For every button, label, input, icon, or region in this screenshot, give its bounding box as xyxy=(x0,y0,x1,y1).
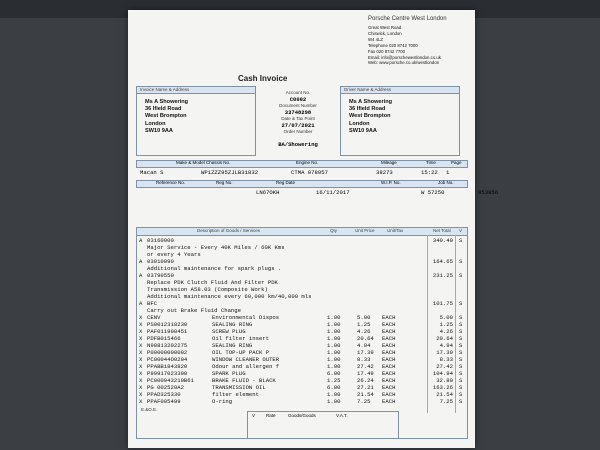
cell-qty: 1.00 xyxy=(327,342,341,349)
cell-part: PAF011900451 xyxy=(147,328,188,335)
cell-unit: EACH xyxy=(382,356,396,363)
cell-price: 4.94 xyxy=(357,342,371,349)
vehicle-header: Page xyxy=(451,160,462,165)
cell-unit: EACH xyxy=(382,384,396,391)
vehicle-header-2: Job No. xyxy=(438,180,454,185)
cell-code: X xyxy=(139,342,143,349)
cell-part: PPABB1843820 xyxy=(147,363,188,370)
cell-total: 8.33 xyxy=(439,356,453,363)
cell-total: 163.26 xyxy=(432,384,453,391)
cell-desc: Oil filter insert xyxy=(212,335,270,342)
cell-qty: 1.00 xyxy=(327,328,341,335)
cell-desc: OIL TOP-UP PACK P xyxy=(212,349,270,356)
cell-part: Major Service - Every 40K Miles / 60K Kms xyxy=(147,244,285,251)
cell-price: 27.42 xyxy=(357,363,374,370)
cell-desc: WINDOW CLEANER OUTER xyxy=(212,356,280,363)
vat-amount-label: V.A.T. xyxy=(336,413,348,418)
cell-price: 5.00 xyxy=(357,314,371,321)
cell-desc: Odour and allergen f xyxy=(212,363,280,370)
invoice-address-label: Invoice Name & Address xyxy=(140,87,190,92)
cell-v: S xyxy=(459,314,463,321)
dealer-address-line: Fax 020 8742 7700 xyxy=(368,48,406,54)
vehicle-value-2: W 57250 xyxy=(421,189,445,196)
cell-unit: EACH xyxy=(382,314,396,321)
cell-total: 27.42 xyxy=(436,363,453,370)
cell-unit: EACH xyxy=(382,363,396,370)
cell-total: 21.54 xyxy=(436,391,453,398)
invoice-title: Cash Invoice xyxy=(238,74,288,83)
account-label: Account No. xyxy=(285,90,311,95)
cell-v: S xyxy=(459,391,463,398)
vehicle-value-2: LN67OKH xyxy=(256,189,280,196)
cell-v: S xyxy=(459,342,463,349)
cell-v: S xyxy=(459,237,463,244)
vehicle-value: 15:22 xyxy=(421,169,438,176)
cell-part: 03160000 xyxy=(147,237,174,244)
vehicle-header: Engine No. xyxy=(296,160,319,165)
cell-part: Carry out Brake Fluid Change xyxy=(147,307,241,314)
cell-qty: 1.00 xyxy=(327,321,341,328)
document-number: 33748298 xyxy=(284,109,312,116)
cell-desc: O-ring xyxy=(212,398,233,405)
cell-desc: filter element xyxy=(212,391,259,398)
cell-code: A xyxy=(139,300,143,307)
cell-qty: 1.00 xyxy=(327,335,341,342)
cell-part: PDFB015466 xyxy=(147,335,181,342)
cell-part: PPAF005499 xyxy=(147,398,181,405)
vehicle-value-2: 953856 xyxy=(478,189,499,196)
cell-part: Additional maintenance every 60,000 km/40,000 mls xyxy=(147,293,312,300)
vehicle-header-2: W.I.P. No. xyxy=(381,180,401,185)
cell-price: 21.54 xyxy=(357,391,374,398)
cell-code: X xyxy=(139,398,143,405)
dealer-name: Porsche Centre West London xyxy=(368,16,447,22)
cell-part: Transmission A58.03 (Composite Work) xyxy=(147,286,268,293)
cell-qty: 1.00 xyxy=(327,398,341,405)
vat-rate-label: Rate xyxy=(266,413,276,418)
driver-address xyxy=(349,99,392,135)
cell-part: CENV xyxy=(147,314,161,321)
date-label: Date & Tax Point xyxy=(281,116,315,121)
invoice-paper xyxy=(128,10,499,448)
line-items-table xyxy=(136,227,468,439)
cell-price: 17.39 xyxy=(357,349,374,356)
driver-address-line: West Brompton xyxy=(349,113,391,120)
cell-desc: SEALING RING xyxy=(212,321,253,328)
col-unit-price: Unit Price xyxy=(355,228,375,233)
vehicle-value: Macan S xyxy=(140,169,164,176)
advisor: BA/Showering xyxy=(278,141,318,148)
cell-desc: Environmental Dispos xyxy=(212,314,280,321)
cell-part: 03790550 xyxy=(147,272,174,279)
cell-total: 4.94 xyxy=(439,342,453,349)
eoe-note: E.&O.E. xyxy=(141,407,158,412)
vehicle-header: Make & Model xyxy=(176,160,205,165)
invoice-address-line: Ms A Showering xyxy=(145,99,189,105)
cell-price: 17.49 xyxy=(357,370,374,377)
cell-code: X xyxy=(139,335,143,342)
cell-unit: EACH xyxy=(382,342,396,349)
dealer-address-line: Telephone 020 8742 7000 xyxy=(368,42,418,48)
cell-v: S xyxy=(459,349,463,356)
dealer-address-line: Chiswick, London xyxy=(368,30,402,36)
cell-code: A xyxy=(139,258,143,265)
cell-total: 7.25 xyxy=(439,398,453,405)
cell-qty: 6.00 xyxy=(327,370,341,377)
cell-desc: TRANSMISSION OIL xyxy=(212,384,266,391)
vehicle-value: 38273 xyxy=(376,169,393,176)
cell-desc: SEALING RING xyxy=(212,342,253,349)
cell-part: P00000000002 xyxy=(147,349,188,356)
vehicle-details xyxy=(136,160,499,202)
invoice-address-line: 36 Ifield Road xyxy=(145,106,182,113)
vehicle-value-2: 16/11/2017 xyxy=(316,189,350,196)
cell-code: X xyxy=(139,377,143,384)
dealer-address-line: Email: info@porschewestlondon.co.uk xyxy=(368,54,441,60)
vehicle-header-2: Reference No. xyxy=(156,180,186,185)
cell-v: S xyxy=(459,300,463,307)
cell-total: 4.26 xyxy=(439,328,453,335)
cell-part: P99917023390 xyxy=(147,370,188,377)
dealer-address xyxy=(368,25,441,66)
invoice-address xyxy=(145,99,188,135)
cell-total: 101.75 xyxy=(432,300,453,307)
vehicle-header-2: Reg Date xyxy=(276,180,296,185)
cell-total: 104.94 xyxy=(432,370,453,377)
cell-code: X xyxy=(139,356,143,363)
driver-address-line: SW10 9AA xyxy=(349,127,377,134)
cell-code: X xyxy=(139,349,143,356)
cell-code: X xyxy=(139,391,143,398)
col-net-total: Net Total xyxy=(433,228,451,233)
cell-part: 03010090 xyxy=(147,258,174,265)
cell-part: Additional maintenance for spark plugs . xyxy=(147,265,282,272)
cell-price: 26.24 xyxy=(357,377,374,384)
col-description: Description of Goods / Services xyxy=(197,228,261,233)
col-unit-tax: Unit/Tax xyxy=(387,228,404,233)
account-number: C0002 xyxy=(289,96,307,103)
cell-part: BFC xyxy=(147,300,158,307)
invoice-address-line: SW10 9AA xyxy=(145,127,173,134)
vehicle-value: 1 xyxy=(446,169,450,176)
cell-unit: EACH xyxy=(382,335,396,342)
cell-v: S xyxy=(459,272,463,279)
col-qty: Qty xyxy=(330,228,338,233)
invoice-address-box xyxy=(136,86,256,156)
vehicle-header-2: Reg No. xyxy=(216,180,233,185)
cell-unit: EACH xyxy=(382,370,396,377)
cell-part: or every 4 Years xyxy=(147,251,201,258)
cell-unit: EACH xyxy=(382,328,396,335)
cell-code: X xyxy=(139,314,143,321)
cell-code: X xyxy=(139,321,143,328)
cell-unit: EACH xyxy=(382,321,396,328)
cell-v: S xyxy=(459,328,463,335)
vat-summary xyxy=(247,411,399,439)
cell-total: 17.39 xyxy=(436,349,453,356)
cell-part: PC00044O0204 xyxy=(147,356,188,363)
cell-price: 4.26 xyxy=(357,328,371,335)
cell-code: A xyxy=(139,237,143,244)
cell-qty: 1.25 xyxy=(327,377,341,384)
cell-total: 5.00 xyxy=(439,314,453,321)
driver-address-box xyxy=(340,86,460,156)
cell-v: S xyxy=(459,370,463,377)
cell-price: 7.25 xyxy=(357,398,371,405)
driver-address-line: 36 Ifield Road xyxy=(349,106,386,113)
cell-code: X xyxy=(139,370,143,377)
cell-total: 1.25 xyxy=(439,321,453,328)
vehicle-value: WP1ZZZ95ZJLB31832 xyxy=(201,169,259,176)
cell-desc: BRAKE FLUID - BLACK xyxy=(212,377,276,384)
cell-v: S xyxy=(459,321,463,328)
cell-v: S xyxy=(459,398,463,405)
cell-v: S xyxy=(459,384,463,391)
table-row xyxy=(137,398,467,406)
vat-v-label: V xyxy=(252,413,256,418)
cell-v: S xyxy=(459,377,463,384)
vehicle-header: Chassis No. xyxy=(206,160,231,165)
vehicle-value: CTMA 078957 xyxy=(291,169,328,176)
cell-qty: 1.00 xyxy=(327,349,341,356)
cell-total: 32.80 xyxy=(436,377,453,384)
cell-part: PPAD325330 xyxy=(147,391,181,398)
vehicle-header: Time xyxy=(426,160,436,165)
cell-part: PG 002529A2 xyxy=(147,384,184,391)
dealer-address-line: Great West Road xyxy=(368,25,402,30)
col-vat-code: V xyxy=(459,228,463,233)
cell-total: 340.40 xyxy=(432,237,453,244)
cell-unit: EACH xyxy=(382,398,396,405)
driver-address-line: London xyxy=(349,120,370,127)
dealer-address-line: W4 4LZ xyxy=(368,36,384,42)
cell-qty: 1.00 xyxy=(327,314,341,321)
vehicle-header: Mileage xyxy=(381,160,397,165)
cell-desc: SCREW PLUG xyxy=(212,328,246,335)
cell-code: X xyxy=(139,328,143,335)
invoice-address-line: London xyxy=(145,120,166,127)
cell-price: 27.21 xyxy=(357,384,374,391)
cell-qty: 1.00 xyxy=(327,391,341,398)
cell-qty: 6.00 xyxy=(327,384,341,391)
cell-part: N90813202275 xyxy=(147,342,188,349)
cell-total: 231.25 xyxy=(432,272,453,279)
invoice-address-line: West Brompton xyxy=(145,113,187,120)
cell-v: S xyxy=(459,363,463,370)
cell-unit: EACH xyxy=(382,377,396,384)
order-label: Order Number xyxy=(283,129,313,134)
dealer-address-line: Web: www.porsche.co.uk/westlondon xyxy=(368,60,440,66)
tax-date: 27/07/2021 xyxy=(281,122,315,129)
cell-desc: SPARK PLUG xyxy=(212,370,246,377)
cell-v: S xyxy=(459,258,463,265)
cell-v: S xyxy=(459,335,463,342)
cell-code: X xyxy=(139,363,143,370)
cell-total: 20.64 xyxy=(436,335,453,342)
cell-unit: EACH xyxy=(382,349,396,356)
document-meta xyxy=(268,90,328,148)
driver-address-line: Ms A Showering xyxy=(349,99,393,105)
cell-price: 1.25 xyxy=(357,321,371,328)
driver-address-label: Driver Name & Address xyxy=(344,87,392,92)
document-label: Document Number xyxy=(279,103,317,108)
cell-code: A xyxy=(139,272,143,279)
cell-v: S xyxy=(459,356,463,363)
cell-unit: EACH xyxy=(382,391,396,398)
cell-price: 8.33 xyxy=(357,356,371,363)
cell-part: PC000043210B61 xyxy=(147,377,194,384)
cell-part: PS0012318230 xyxy=(147,321,188,328)
cell-price: 20.64 xyxy=(357,335,374,342)
cell-qty: 1.00 xyxy=(327,363,341,370)
vat-goods-label: Goods/Goods xyxy=(288,413,316,418)
cell-qty: 1.00 xyxy=(327,356,341,363)
cell-code: X xyxy=(139,384,143,391)
cell-total: 164.65 xyxy=(432,258,453,265)
cell-part: Replace PDK Clutch Fluid And Filter PDK xyxy=(147,279,278,286)
